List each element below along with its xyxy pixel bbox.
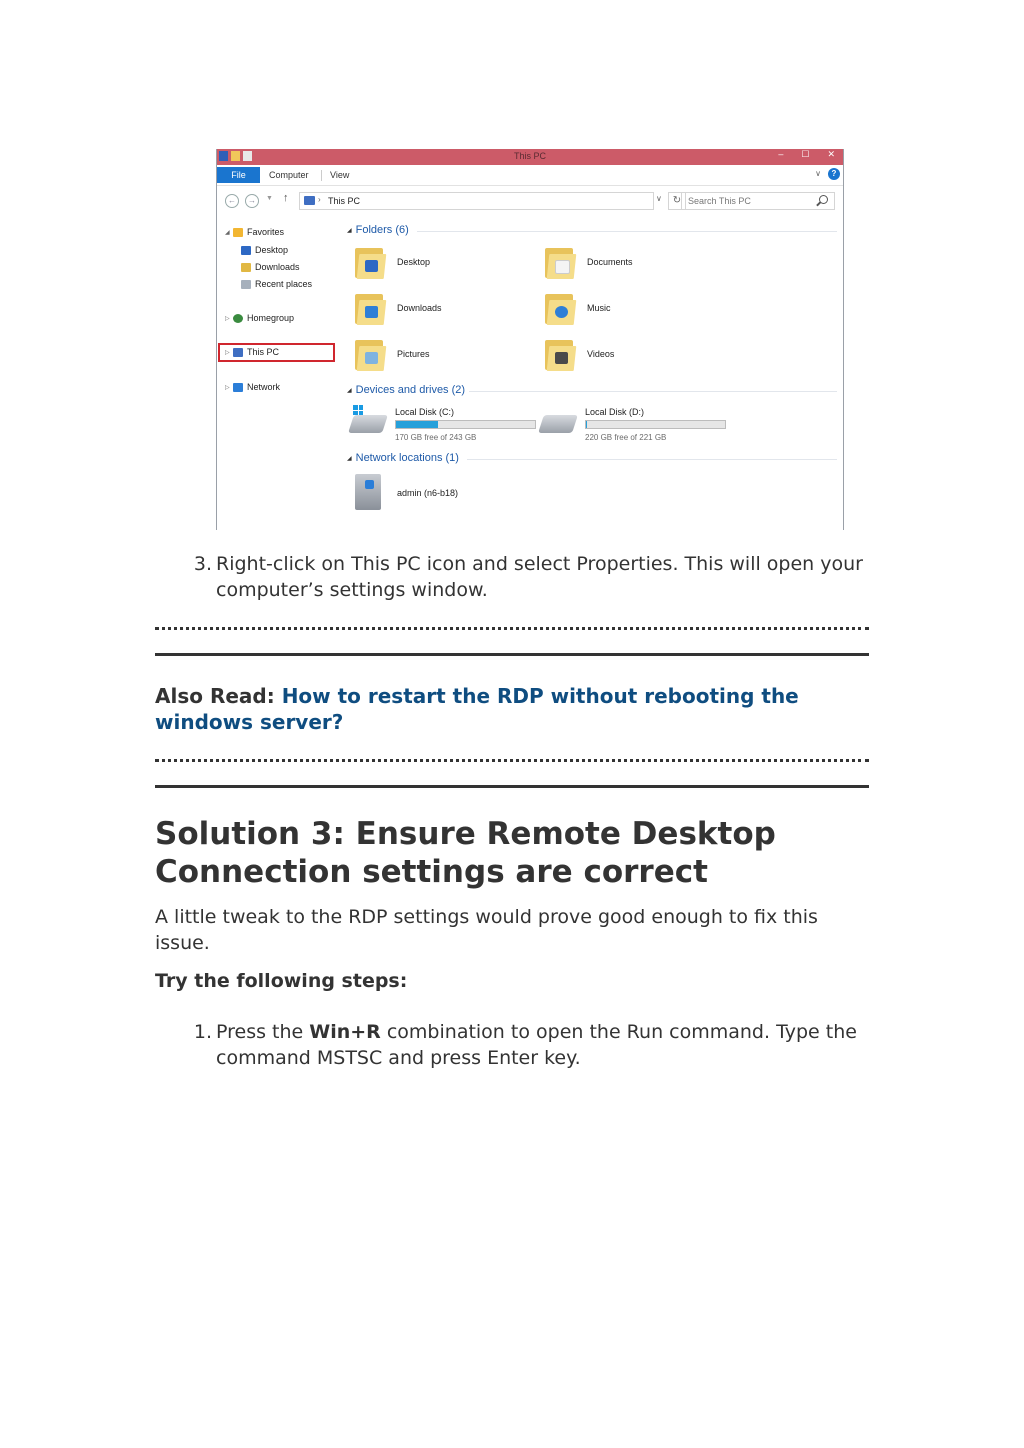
also-read-label: Also Read: [155, 684, 275, 708]
drive-label: Local Disk (C:) [395, 407, 455, 417]
drive-usage-bar [585, 420, 726, 429]
sidebar-item-label: Homegroup [247, 313, 295, 323]
solution-heading: Solution 3: Ensure Remote Desktop Connection settings are correct [155, 816, 776, 890]
sidebar-item-favorites[interactable] [225, 225, 284, 239]
drive-free-space: 170 GB free of 243 GB [395, 433, 477, 442]
dotted-divider [155, 759, 869, 762]
tab-computer[interactable]: Computer [269, 170, 309, 180]
group-header-folders[interactable] [347, 224, 409, 238]
sidebar-item-label: Recent places [255, 279, 313, 289]
step-keyboard-shortcut: Win+R [309, 1021, 381, 1043]
network-location-item[interactable] [353, 474, 553, 514]
solid-divider [155, 785, 869, 788]
folder-item[interactable] [543, 336, 723, 376]
group-header-label: Network locations (1) [355, 452, 459, 464]
step-text-before: Press the [216, 1021, 310, 1043]
drive-usage-fill [396, 421, 438, 428]
group-divider [417, 231, 837, 232]
downloads-folder-icon [353, 290, 387, 326]
folder-label: Desktop [397, 257, 431, 267]
help-icon[interactable]: ? [828, 168, 840, 180]
step-text-after: combination to open the Run command. Type the command MSTSC and press Enter key. [216, 1021, 857, 1069]
network-icon [233, 383, 243, 392]
address-bar-row [217, 186, 843, 214]
sidebar-item-desktop[interactable] [241, 243, 288, 257]
search-icon[interactable] [819, 195, 828, 204]
expand-icon[interactable]: ▷ [225, 384, 230, 391]
recent-locations-icon[interactable]: ▼ [266, 195, 273, 202]
windows-logo-icon [353, 405, 363, 415]
up-button[interactable]: ↑ [283, 192, 289, 204]
folder-item[interactable] [353, 336, 533, 376]
network-drive-icon [355, 474, 381, 510]
group-header-label: Folders (6) [355, 224, 409, 236]
sidebar-item-label: Downloads [255, 262, 300, 272]
music-folder-icon [543, 290, 577, 326]
folder-label: Music [587, 303, 611, 313]
tab-separator [321, 170, 322, 181]
maximize-button[interactable]: ☐ [801, 149, 810, 159]
collapse-icon[interactable]: ◢ [347, 387, 352, 394]
desktop-folder-icon [353, 244, 387, 280]
folder-item[interactable] [353, 244, 533, 284]
sidebar-item-label: Favorites [247, 227, 285, 237]
folder-item[interactable] [353, 290, 533, 330]
forward-button[interactable]: → [245, 194, 259, 208]
collapse-icon[interactable]: ◢ [347, 455, 352, 462]
hard-drive-icon [348, 415, 388, 433]
group-divider [467, 459, 837, 460]
group-header-network[interactable] [347, 452, 459, 466]
step-number: 1. [193, 1021, 212, 1043]
also-read-block [155, 683, 869, 735]
collapse-icon[interactable]: ◢ [347, 227, 352, 234]
sidebar-item-label: Desktop [255, 245, 289, 255]
drive-item[interactable] [351, 407, 541, 447]
minimize-button[interactable]: – [778, 149, 784, 159]
group-header-devices[interactable] [347, 384, 465, 398]
step-number: 3. [193, 553, 212, 575]
expand-icon[interactable]: ◢ [225, 229, 230, 236]
title-bar [217, 149, 843, 165]
folder-label: Videos [587, 349, 615, 359]
homegroup-icon [233, 314, 243, 323]
drive-label: Local Disk (D:) [585, 407, 645, 417]
expand-icon[interactable]: ▷ [225, 315, 230, 322]
sidebar-item-downloads[interactable] [241, 260, 300, 274]
sidebar-item-label: This PC [247, 347, 280, 357]
path-separator: › [318, 195, 321, 204]
hard-drive-icon [538, 415, 578, 433]
folder-label: Pictures [397, 349, 430, 359]
chevron-down-icon[interactable]: ∨ [815, 169, 821, 178]
pictures-folder-icon [353, 336, 387, 372]
documents-folder-icon [543, 244, 577, 280]
solid-divider [155, 653, 869, 656]
downloads-icon [241, 263, 251, 272]
sidebar-item-recent-places[interactable] [241, 277, 312, 291]
back-button[interactable]: ← [225, 194, 239, 208]
step-text: Right-click on This PC icon and select Properties. This will open your computer’s settings window. [216, 553, 863, 601]
highlight-box [218, 343, 335, 362]
star-icon [233, 228, 243, 237]
close-button[interactable]: ✕ [827, 149, 835, 159]
network-location-label: admin (n6-b18) [397, 488, 459, 498]
steps-heading: Try the following steps: [155, 970, 408, 992]
address-dropdown-icon[interactable]: ∨ [656, 194, 662, 203]
explorer-screenshot [216, 149, 844, 530]
folder-label: Documents [587, 257, 633, 267]
tab-file[interactable]: File [217, 167, 260, 183]
desktop-icon [241, 246, 251, 255]
drive-free-space: 220 GB free of 221 GB [585, 433, 667, 442]
address-input[interactable] [299, 192, 654, 210]
address-path: This PC [328, 196, 361, 206]
search-input[interactable] [681, 192, 835, 210]
drive-item[interactable] [541, 407, 731, 447]
ribbon [217, 165, 843, 186]
expand-icon[interactable]: ▷ [225, 349, 230, 356]
folder-item[interactable] [543, 290, 723, 330]
dotted-divider [155, 627, 869, 630]
videos-folder-icon [543, 336, 577, 372]
search-placeholder: Search This PC [688, 196, 751, 206]
intro-paragraph: A little tweak to the RDP settings would prove good enough to fix this issue. [155, 906, 818, 954]
group-header-label: Devices and drives (2) [355, 384, 466, 396]
step-text [216, 1019, 866, 1071]
computer-icon [304, 196, 315, 205]
recent-places-icon [241, 280, 251, 289]
sidebar-item-label: Network [247, 382, 281, 392]
folder-item[interactable] [543, 244, 723, 284]
drive-usage-bar [395, 420, 536, 429]
group-divider [469, 391, 837, 392]
window-title: This PC [513, 151, 546, 161]
sidebar-item-homegroup[interactable] [225, 311, 294, 325]
refresh-button[interactable]: ↻ [668, 192, 686, 210]
sidebar-item-network[interactable] [225, 380, 280, 394]
navigation-pane [217, 219, 342, 530]
drive-usage-fill [586, 421, 587, 428]
also-read-link[interactable]: How to restart the RDP without rebooting the windows server? [155, 684, 799, 734]
folder-label: Downloads [397, 303, 442, 313]
tab-view[interactable]: View [330, 170, 350, 180]
